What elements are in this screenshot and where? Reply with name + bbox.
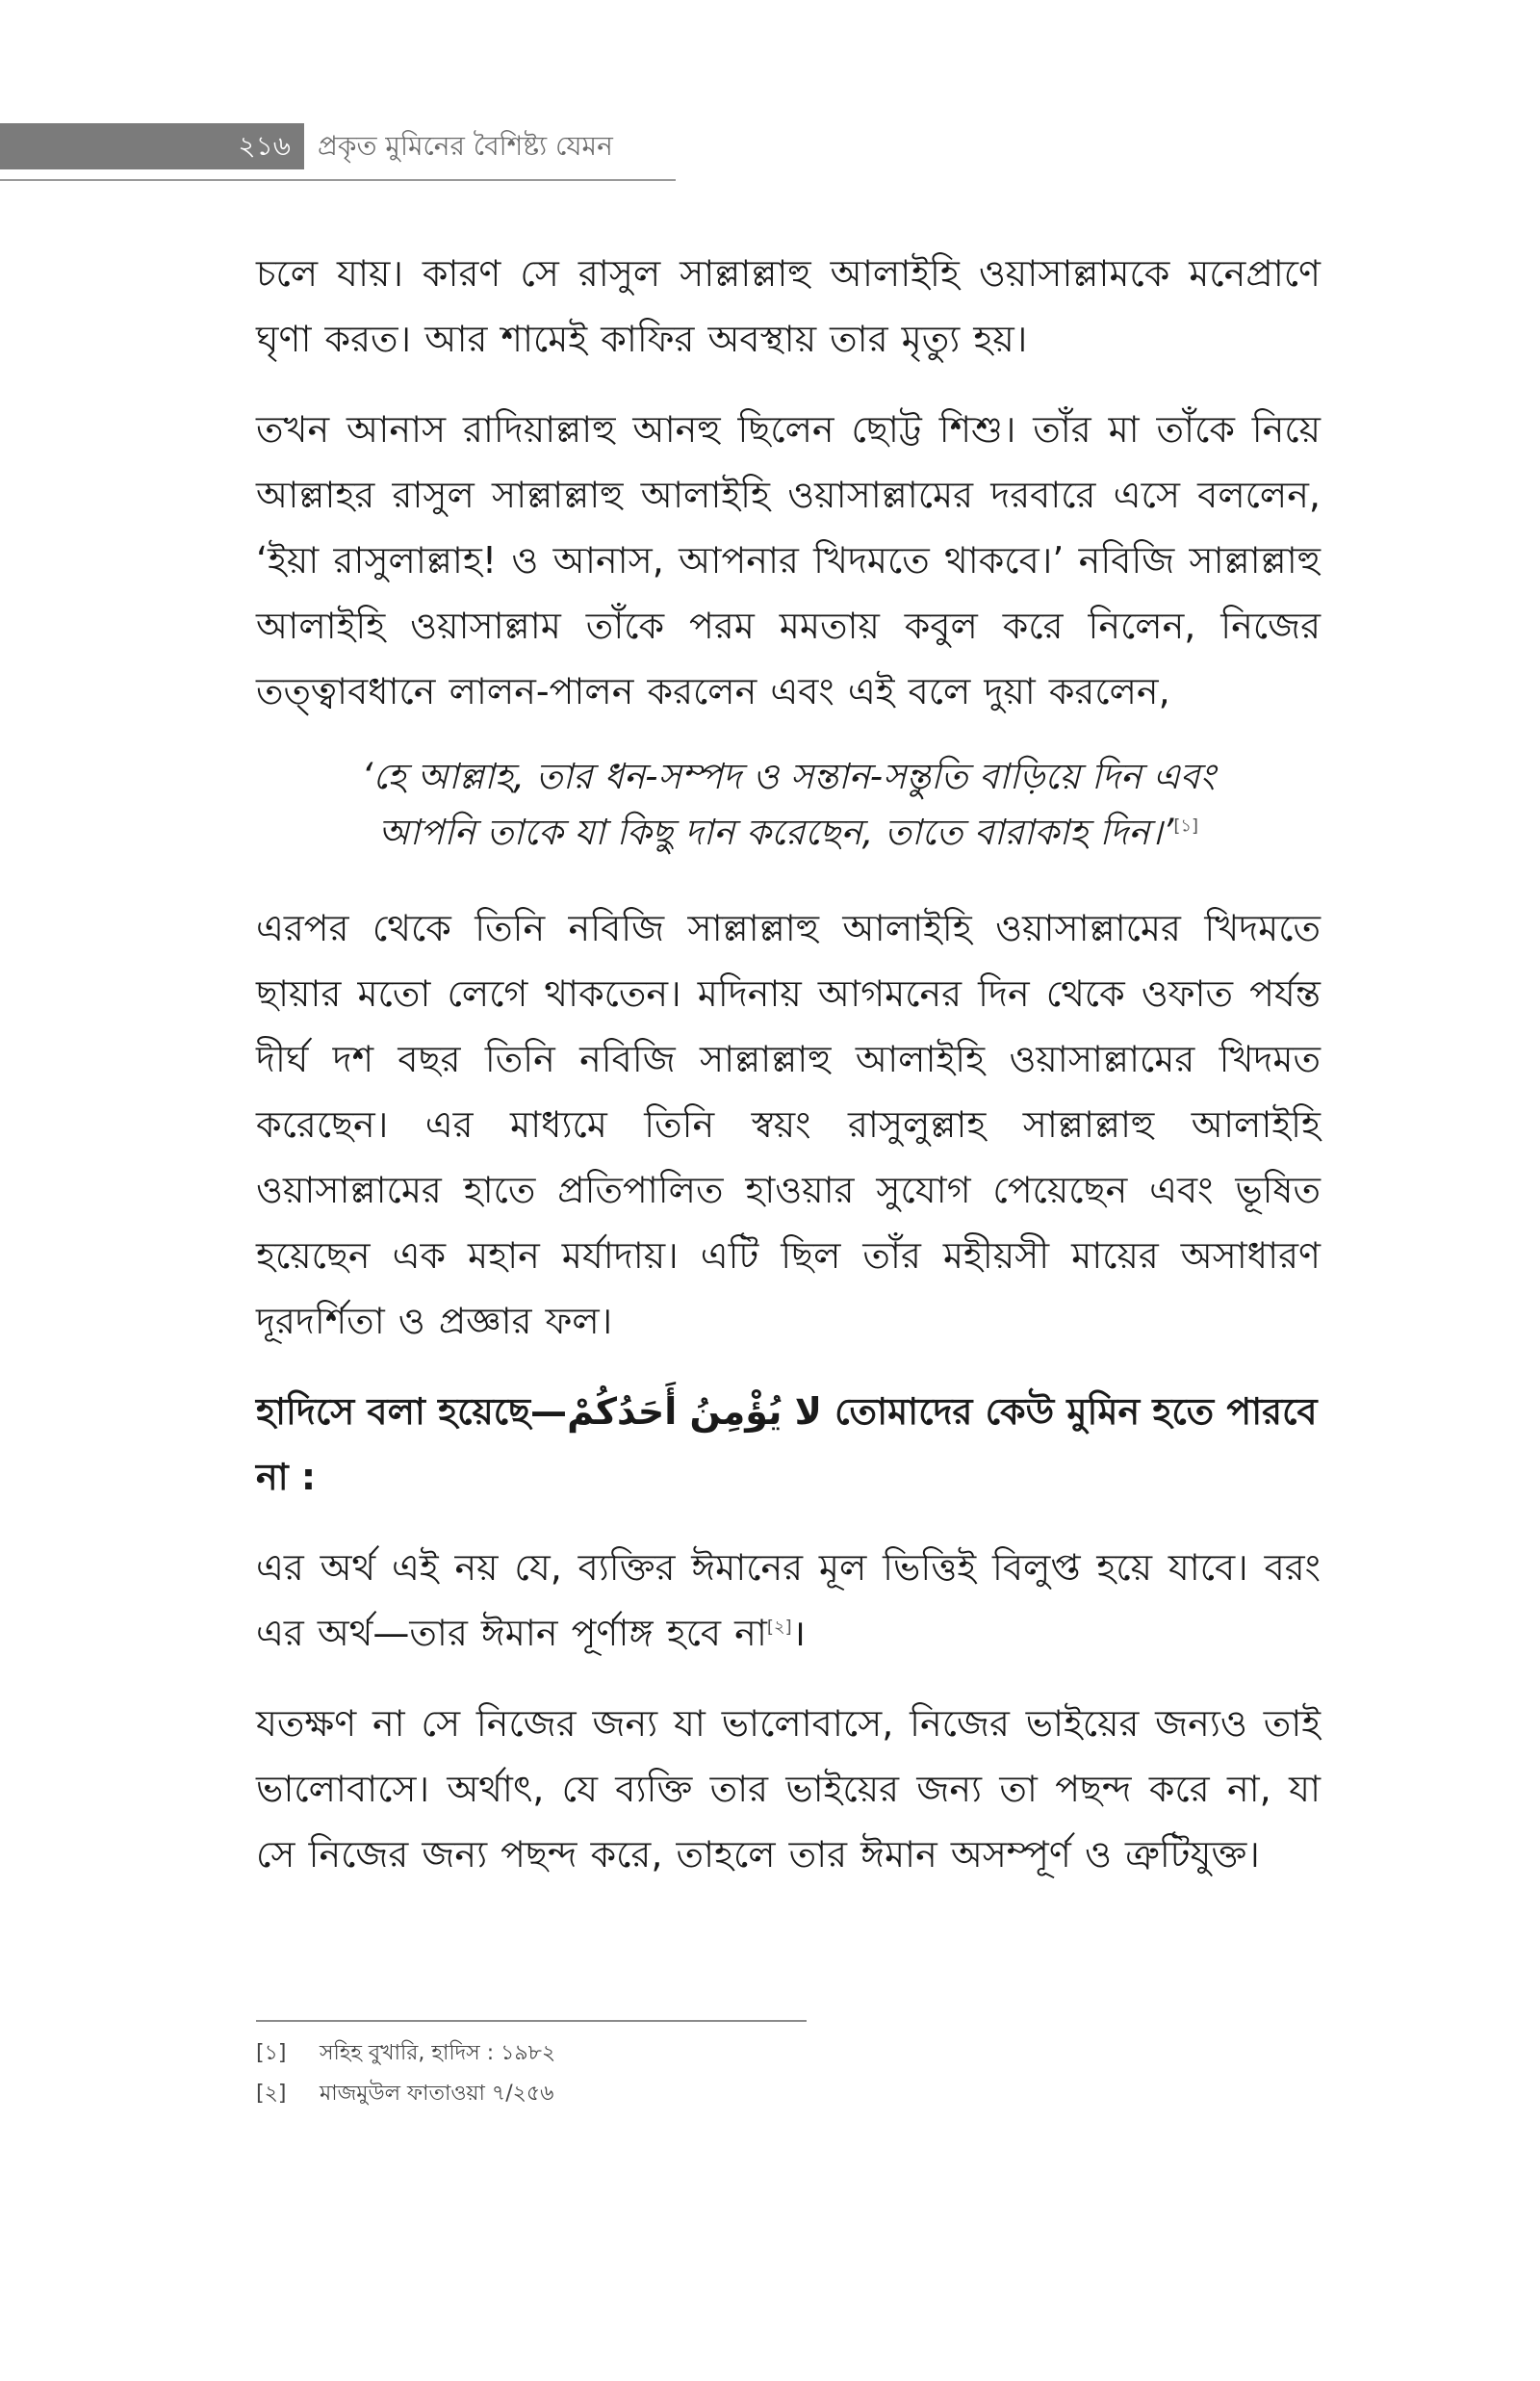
footnotes [256, 2033, 1122, 2114]
footnote-ref-1[interactable]: [১] [1173, 815, 1199, 837]
heading-prefix: হাদিসে বলা হয়েছে— [256, 1390, 568, 1433]
heading-suffix: তোমাদের কেউ মুমিন হতে পারবে না : [256, 1390, 1318, 1498]
quote-line-2-text: আপনি তাকে যা কিছু দান করেছেন, তাতে বারাকাহ দিন।’ [377, 812, 1174, 853]
header-rule [0, 179, 676, 181]
paragraph-1: চলে যায়। কারণ সে রাসুল সাল্লাল্লাহু আলাইহি ওয়াসাল্লামকে মনেপ্রাণে ঘৃণা করত। আর শামেই কাফির অবস্থায় তার মৃত্যু হয়। [256, 252, 1321, 360]
paragraph-4-text: এর অর্থ এই নয় যে, ব্যক্তির ঈমানের মূল ভিত্তিই বিলুপ্ত হয়ে যাবে। বরং এর অর্থ—তার ঈমান পূর্ণাঙ্গ হবে না [256, 1546, 1321, 1654]
page-number: ২১৬ [238, 130, 291, 162]
dua-quote [295, 749, 1282, 861]
section-heading [256, 1379, 1321, 1510]
footnote-ref-2[interactable]: [২] [766, 1617, 792, 1638]
footnote-2 [256, 2074, 1122, 2114]
footnote-1-marker: [১] [256, 2041, 287, 2065]
paragraph-2: তখন আনাস রাদিয়াল্লাহু আনহু ছিলেন ছোট্ট শিশু। তাঁর মা তাঁকে নিয়ে আল্লাহর রাসুল সাল্লাল্লাহু আলাইহি ওয়াসাল্লামের দরবারে এসে বললেন, ‘ইয়া রাসুলাল্লাহ! ও আনাস, আপনার খিদমতে থাকবে।’ নবিজি সাল্লাল্লাহু আলাইহি ওয়াসাল্লাম তাঁকে পরম মমতায় কবুল করে নিলেন, নিজের তত্ত্বাবধানে লালন-পালন করলেন এবং এই বলে দুয়া করলেন, [256, 408, 1321, 712]
quote-line-1: ‘হে আল্লাহ, তার ধন-সম্পদ ও সন্তান-সন্তুতি বাড়িয়ে দিন এবং [361, 756, 1216, 797]
heading-arabic-text: لا يُؤْمِنُ أَحَدُكُمْ [567, 1390, 822, 1433]
footnote-1 [256, 2033, 1122, 2074]
footnote-rule [256, 2020, 807, 2022]
footnote-2-text: মাজমুউল ফাতাওয়া ৭/২৫৬ [320, 2082, 554, 2106]
paragraph-3: এরপর থেকে তিনি নবিজি সাল্লাল্লাহু আলাইহি ওয়াসাল্লামের খিদমতে ছায়ার মতো লেগে থাকতেন। মদিনায় আগমনের দিন থেকে ওফাত পর্যন্ত দীর্ঘ দশ বছর তিনি নবিজি সাল্লাল্লাহু আলাইহি ওয়াসাল্লামের খিদমত করেছেন। এর মাধ্যমে তিনি স্বয়ং রাসুলুল্লাহ সাল্লাল্লাহু আলাইহি ওয়াসাল্লামের হাতে প্রতিপালিত হাওয়ার সুযোগ পেয়েছেন এবং ভূষিত হয়েছেন এক মহান মর্যাদায়। এটি ছিল তাঁর মহীয়সী মায়ের অসাধারণ দূরদর্শিতা ও প্রজ্ঞার ফল। [256, 907, 1321, 1342]
main-content [256, 241, 1321, 1912]
paragraph-4 [256, 1535, 1321, 1666]
paragraph-5: যতক্ষণ না সে নিজের জন্য যা ভালোবাসে, নিজের ভাইয়ের জন্যও তাই ভালোবাসে। অর্থাৎ, যে ব্যক্তি তার ভাইয়ের জন্য তা পছন্দ করে না, যা সে নিজের জন্য পছন্দ করে, তাহলে তার ঈমান অসম্পূর্ণ ও ত্রুটিযুক্ত। [256, 1702, 1321, 1876]
paragraph-4-end: । [791, 1612, 806, 1654]
quote-line-2 [295, 805, 1282, 861]
footnote-2-marker: [২] [256, 2082, 287, 2106]
running-title: প্রকৃত মুমিনের বৈশিষ্ট্য যেমন [318, 130, 613, 162]
footnote-1-text: সহিহ বুখারি, হাদিস : ১৯৮২ [320, 2041, 556, 2065]
